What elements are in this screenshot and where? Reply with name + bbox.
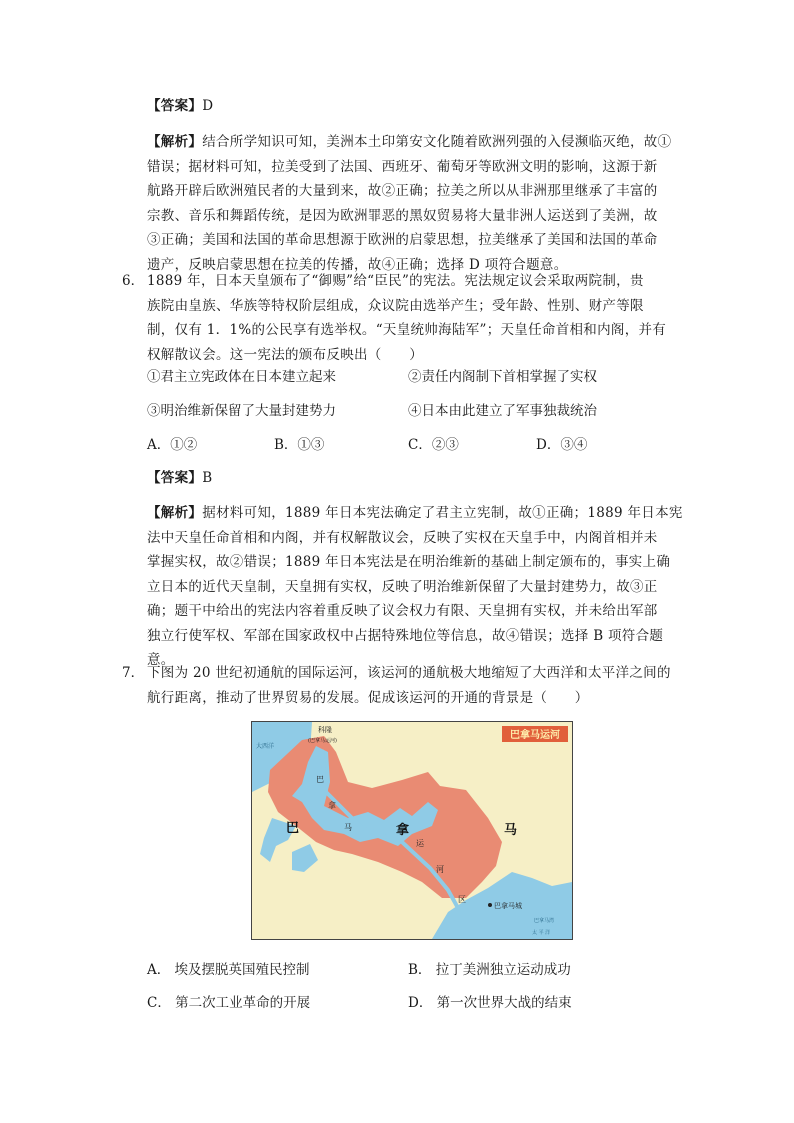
analysis-line: 意。 [147,652,175,668]
analysis-line: 掌握实权，故②错误；1889 年日本宪法是在明治维新的基础上制定颁布的，事实上确 [147,554,671,570]
analysis-line: 遗产，反映启蒙思想在拉美的传播，故④正确；选择 D 项符合题意。 [147,256,568,273]
label-ma-small: 马 [344,823,352,832]
panama-canal-map [251,721,573,940]
label-yun: 运 [416,839,424,848]
analysis-line: 法中天皇任命首相和内阁，并有权解散议会，反映了实权在天皇手中，内阁首相并未 [147,529,658,546]
q6-analysis [147,501,683,673]
q6-option-c: C．②③ [408,437,459,453]
q6-option-b: B．①③ [274,437,325,453]
analysis-line: 结合所学知识可知，美洲本土印第安文化随着欧洲列强的入侵濒临灭绝，故① [202,134,672,150]
label-ma: 马 [504,823,518,838]
q7-option-b: B． 拉丁美洲独立运动成功 [408,962,571,978]
analysis-label: 【解析】 [147,505,203,521]
q6-statement-3: ③明治维新保留了大量封建势力 [147,403,336,419]
analysis-line: 独立行使军权、军部在国家政权中占据特殊地位等信息，故④错误；选择 B 项符合题 [147,627,664,644]
q7-option-d: D． 第一次世界大战的结束 [408,995,572,1011]
label-gulf: 巴拿马湾 [534,918,555,924]
analysis-line: ③正确；美国和法国的革命思想源于欧洲的启蒙思想，拉美继承了美国和法国的革命 [147,232,658,248]
q6-number: 6． [122,273,145,289]
q6-option-a: A．①② [147,437,198,453]
q6-statement-4: ④日本由此建立了军事独裁统治 [408,403,597,419]
label-atlantic: 大西洋 [256,743,275,750]
label-colon-sub: (巴拿马运河) [308,738,337,744]
stem-line: 1889 年，日本天皇颁布了“御赐”给“臣民”的宪法。宪法规定议会采取两院制，贵 [147,273,644,289]
analysis-line: 航路开辟后欧洲殖民者的大量到来，故②正确；拉美之所以从非洲那里继承了丰富的 [147,183,658,199]
stem-line: 下图为 20 世纪初通航的国际运河，该运河的通航极大地缩短了大西洋和太平洋之间的 [147,665,671,681]
q6-statement-2: ②责任内阁制下首相掌握了实权 [408,369,597,385]
label-panama-city: 巴拿马城 [494,902,522,910]
label-ba: 巴 [286,821,300,836]
analysis-line: 确；题干中给出的宪法内容着重反映了议会权力有限、天皇拥有实权，并未给出军部 [147,603,658,619]
analysis-line: 宗教、音乐和舞蹈传统，是因为欧洲罪恶的黑奴贸易将大量非洲人运送到了美洲，故 [147,207,658,224]
answer-value: B [202,470,213,486]
label-qu: 区 [458,895,466,904]
answer-value: D [202,98,214,114]
q6-option-d: D．③④ [536,437,588,453]
q5-analysis [147,130,671,277]
stem-line: 族院由皇族、华族等特权阶层组成，众议院由选举产生；受年龄、性别、财产等限 [147,297,644,314]
answer-label: 【答案】 [147,470,203,486]
q7-stem [147,661,671,710]
analysis-line: 据材料可知，1889 年日本宪法确定了君主立宪制，故①正确；1889 年日本宪 [202,505,683,521]
city-marker [488,903,492,907]
label-colon: 科隆 [318,726,332,734]
label-na-small: 拿 [328,801,336,810]
label-na: 拿 [396,823,410,838]
q6-answer [147,466,212,491]
map-svg [252,722,572,939]
answer-label: 【答案】 [147,98,203,114]
stem-line: 权解散议会。这一宪法的颁布反映出（ ） [147,346,423,363]
label-ba-small: 巴 [316,775,324,784]
q7-number: 7． [122,665,145,681]
q6-statement-1: ①君主立宪政体在日本建立起来 [147,369,336,385]
analysis-line: 立日本的近代天皇制，天皇拥有实权，反映了明治维新保留了大量封建势力，故③正 [147,578,658,595]
analysis-label: 【解析】 [147,134,203,150]
label-he: 河 [436,865,444,874]
stem-line: 制，仅有 1．1%的公民享有选举权。“天皇统帅海陆军”；天皇任命首相和内阁，并有 [147,322,667,338]
q7-option-c: C． 第二次工业革命的开展 [147,995,311,1011]
q5-answer [147,94,213,119]
q6-stem [147,269,666,367]
analysis-line: 错误；据材料可知，拉美受到了法国、西班牙、葡萄牙等欧洲文明的影响，这源于新 [147,158,658,175]
label-pacific: 太 平 洋 [532,930,551,936]
stem-line: 航行距离，推动了世界贸易的发展。促成该运河的开通的背景是（ ） [147,689,589,706]
map-title: 巴拿马运河 [510,730,560,741]
q7-option-a: A． 埃及摆脱英国殖民控制 [147,962,310,978]
